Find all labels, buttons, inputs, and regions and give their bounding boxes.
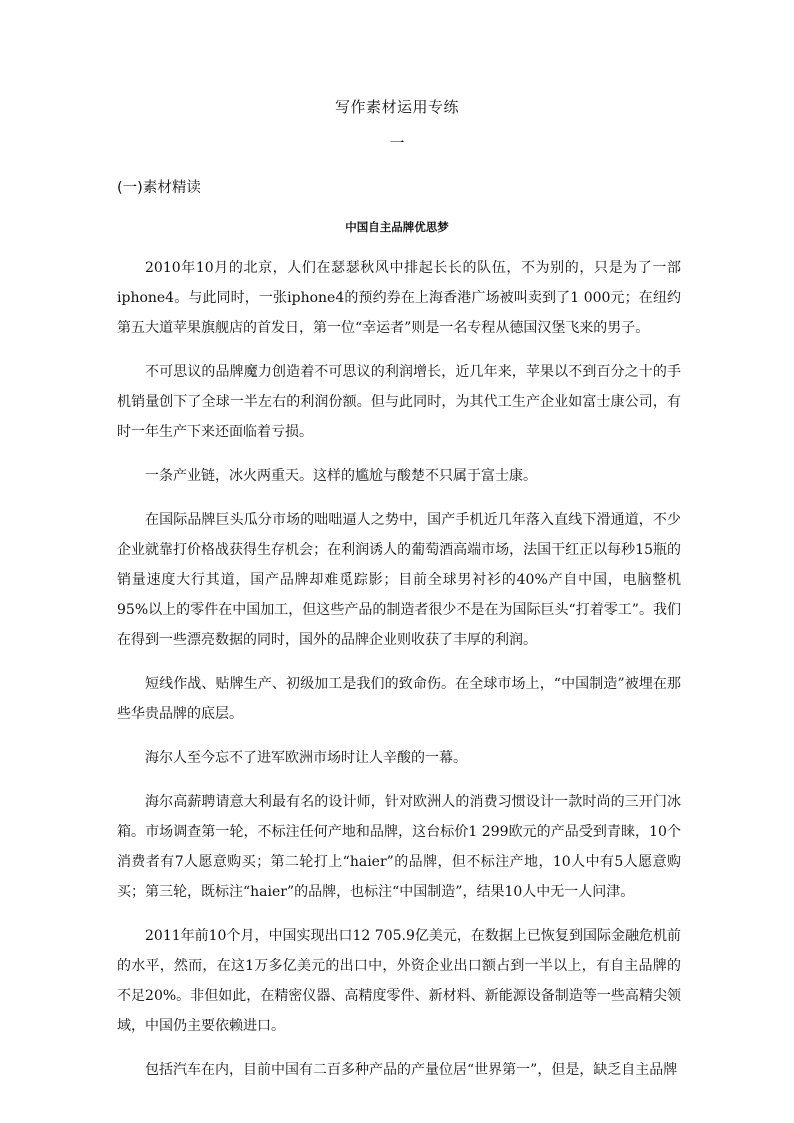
paragraph: 不可思议的品牌魔力创造着不可思议的利润增长，近几年来，苹果以不到百分之十的手机销量创下了全球一半左右的利润份额。但与此同时，为其代工生产企业如富士康公司，有时一年生产下来还面临着亏损。 [117, 364, 681, 440]
section-heading: (一)素材精读 [117, 180, 201, 196]
paragraph: 在国际品牌巨头瓜分市场的咄咄逼人之势中，国产手机近几年落入直线下滑通道，不少企业就靠打价格战获得生存机会；在利润诱人的葡萄酒高端市场，法国干红正以每秒15瓶的销量速度大行其道，国产品牌却难觅踪影；目前全球男衬衫的40%产自中国，电脑整机95%以上的零件在中国加工，但这些产品的制造者很少不是在为国际巨头“打着零工”。我们在得到一些漂亮数据的同时，国外的品牌企业则收获了丰厚的利润。 [117, 512, 681, 648]
paragraph: 2010年10月的北京，人们在瑟瑟秋风中排起长长的队伍，不为别的，只是为了一部iphone4。与此同时，一张iphone4的预约券在上海香港广场被叫卖到了1 000元；在纽约第五大道苹果旗舰店的首发日，第一位“幸运者”则是一名专程从德国汉堡飞来的男子。 [117, 260, 681, 336]
paragraph: 海尔高薪聘请意大利最有名的设计师，针对欧洲人的消费习惯设计一款时尚的三开门冰箱。市场调查第一轮，不标注任何产地和品牌，这台标价1 299欧元的产品受到青睐，10个消费者有7人愿意购买；第二轮打上“haier”的品牌，但不标注产地，10人中有5人愿意购买；第三轮，既标注“haier”的品牌，也标注“中国制造”，结果10人中无一人问津。 [117, 794, 681, 900]
section-number: 一 [389, 134, 405, 152]
paragraph: 2011年前10个月，中国实现出口12 705.9亿美元，在数据上已恢复到国际金融危机前的水平，然而，在这1万多亿美元的出口中，外资企业出口额占到一半以上，有自主品牌的不足20%。非但如此，在精密仪器、高精度零件、新材料、新能源设备制造等一些高精尖领域，中国仍主要依赖进口。 [117, 928, 681, 1034]
paragraph: 海尔人至今忘不了进军欧洲市场时让人辛酸的一幕。 [145, 750, 467, 766]
paragraph: 一条产业链，冰火两重天。这样的尴尬与酸楚不只属于富士康。 [145, 468, 537, 484]
document-title: 写作素材运用专练 [334, 98, 459, 116]
article-title: 中国自主品牌优思梦 [345, 220, 449, 234]
paragraph: 短线作战、贴牌生产、初级加工是我们的致命伤。在全球市场上，“中国制造”被埋在那些华贵品牌的底层。 [117, 676, 681, 722]
paragraph: 包括汽车在内，目前中国有二百多种产品的产量位居“世界第一”，但是，缺乏自主品牌 [145, 1062, 678, 1078]
article-body [117, 253, 681, 1099]
